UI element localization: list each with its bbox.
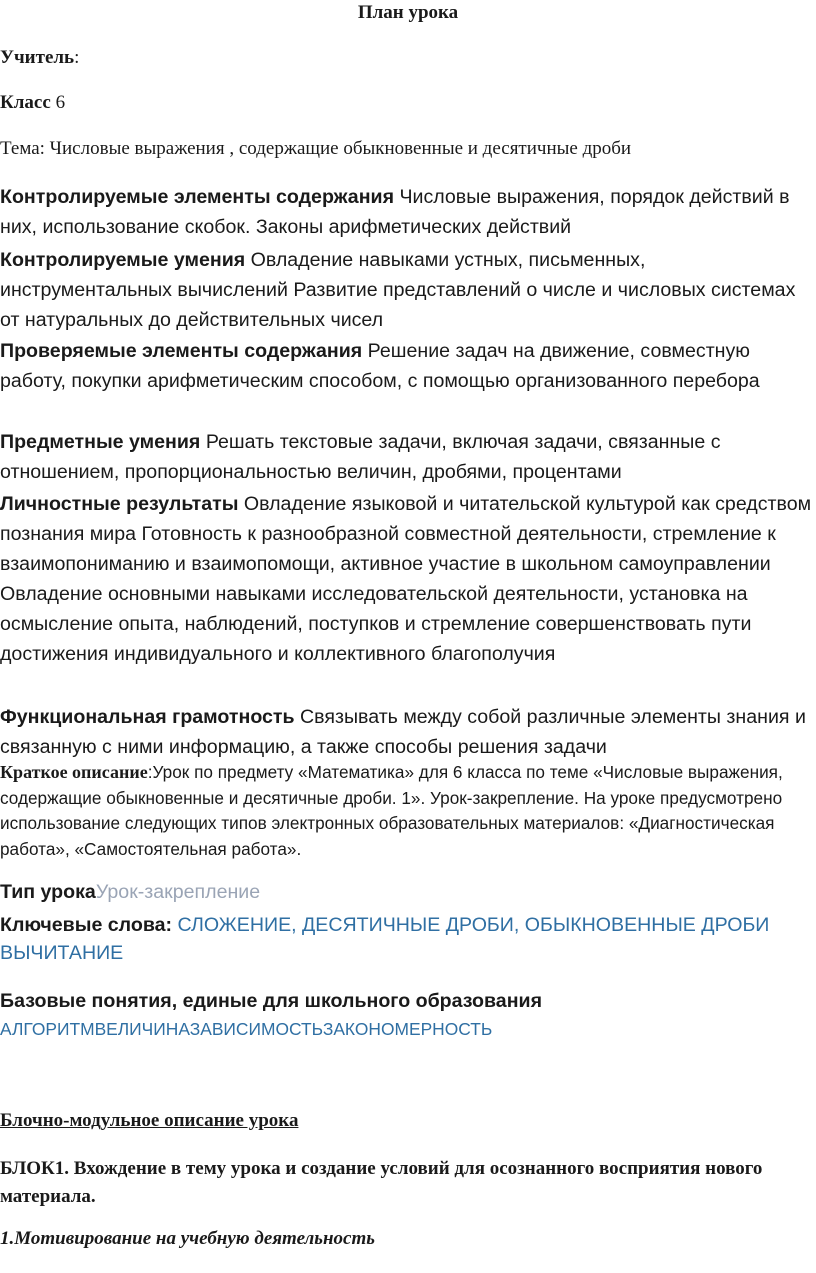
block1-heading: БЛОК1. Вхождение в тему урока и создание условий для осознанного восприятия нового материала. <box>0 1158 763 1207</box>
keywords-label: Ключевые слова: <box>0 914 173 936</box>
teacher-colon: : <box>74 47 80 68</box>
section-controlled-skills <box>0 245 812 335</box>
basic-concepts-label: Базовые понятия, единые для школьного образования <box>0 990 543 1012</box>
section-label: Личностные результаты <box>0 493 239 515</box>
short-description-text: :Урок по предмету «Математика» для 6 класса по теме «Числовые выражения, содержащие обыкновенные и десятичные дроби. 1». Урок-закрепление. На уроке предусмотрено использование следующих типов электронных образовательных материалов: «Диагностическая работа», «Самостоятельная работа». <box>0 762 783 859</box>
section-controlled-content <box>0 182 812 242</box>
short-description-label: Краткое описание <box>0 762 148 782</box>
section-text: Связывать между собой различные элементы знания и связанную с ними информацию, а также способы решения задачи <box>0 706 806 758</box>
section-label: Функциональная грамотность <box>0 706 295 728</box>
keywords-line <box>0 911 812 967</box>
lesson-type-value: Урок-закрепление <box>95 881 261 903</box>
class-value: 6 <box>50 92 66 113</box>
basic-concepts <box>0 987 812 1043</box>
section-text: Овладение навыками устных, письменных, инструментальных вычислений Развитие представлений о числе и числовых системах от натуральных до действительных чисел <box>0 249 796 331</box>
section-text: Решение задач на движение, совместную работу, покупки арифметическим способом, с помощью организованного перебора <box>0 340 760 392</box>
section-label: Предметные умения <box>0 431 201 453</box>
section-personal-results <box>0 489 812 669</box>
section-subject-skills <box>0 427 812 487</box>
motivation-item: 1.Мотивирование на учебную деятельность <box>0 1228 375 1249</box>
section-label: Контролируемые умения <box>0 249 246 271</box>
section-label: Контролируемые элементы содержания <box>0 186 395 208</box>
section-label: Проверяемые элементы содержания <box>0 340 363 362</box>
page-title: План урока <box>357 2 459 23</box>
basic-concepts-value: АЛГОРИТМВЕЛИЧИНАЗАВИСИМОСТЬЗАКОНОМЕРНОСТЬ <box>0 1019 493 1039</box>
modular-heading: Блочно-модульное описание урока <box>0 1110 299 1131</box>
section-functional-literacy <box>0 702 812 762</box>
class-line <box>0 92 65 114</box>
teacher-label: Учитель <box>0 47 75 68</box>
keywords-value: СЛОЖЕНИЕ, ДЕСЯТИЧНЫЕ ДРОБИ, ОБЫКНОВЕННЫЕ ДРОБИ ВЫЧИТАНИЕ <box>0 914 770 964</box>
section-text: Овладение языковой и читательской культурой как средством познания мира Готовность к разнообразной совместной деятельности, стремление к взаимопониманию и взаимопомощи, активное участие в школьном самоуправлении Овладение основными навыками исследовательской деятельности, установка на осмысление опыта, наблюдений, поступков и стремление совершенствовать пути достижения индивидуального и коллективного благополучия <box>0 493 812 665</box>
topic-line: Тема: Числовые выражения , содержащие обыкновенные и десятичные дроби <box>0 138 632 159</box>
teacher-line <box>0 47 79 69</box>
short-description <box>0 760 810 862</box>
lesson-type-line <box>0 877 812 907</box>
lesson-type-label: Тип урока <box>0 881 96 903</box>
section-text: Решать текстовые задачи, включая задачи, связанные с отношением, пропорциональностью величин, дробями, процентами <box>0 431 721 483</box>
section-checked-content <box>0 336 812 396</box>
section-text: Числовые выражения, порядок действий в них, использование скобок. Законы арифметических действий <box>0 186 790 238</box>
class-label: Класс <box>0 92 51 113</box>
